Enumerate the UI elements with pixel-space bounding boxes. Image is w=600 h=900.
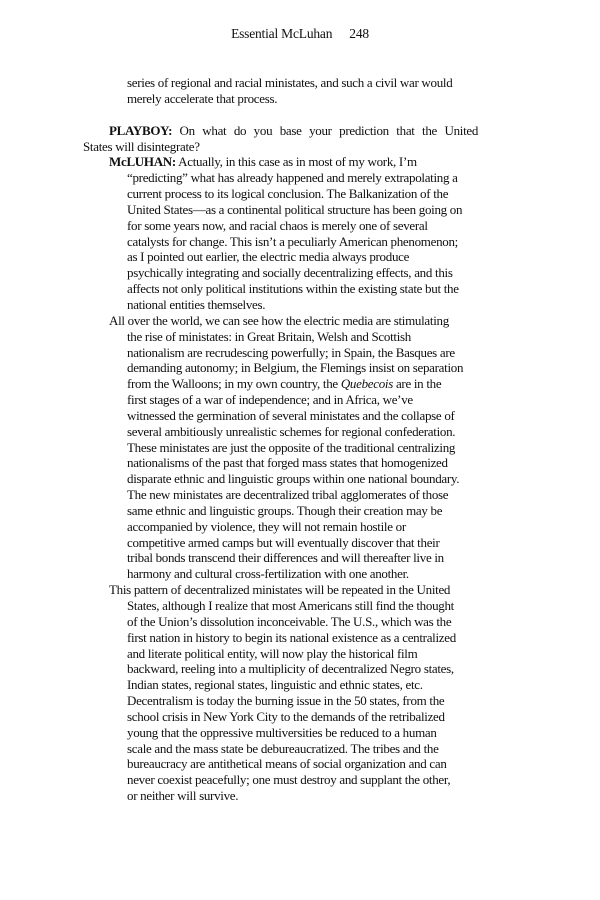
page-header (0, 26, 600, 42)
text-line (83, 772, 517, 788)
text-segment: All over the world, we can see how the electric media are stimulating (109, 312, 449, 328)
text-segment: nationalisms of the past that forged mass states that homogenized (127, 455, 448, 471)
text-line (83, 139, 517, 155)
text-segment: first nation in history to begin its national existence as a centralized (127, 629, 456, 645)
text-line (83, 646, 517, 662)
text-segment: These ministates are just the opposite of the traditional centralizing (127, 439, 456, 455)
text-segment: current process to its logical conclusion. The Balkanization of the (127, 186, 449, 202)
text-segment: merely accelerate that process. (127, 90, 278, 106)
text-segment: psychically integrating and socially decentralizing effects, and this (127, 265, 453, 281)
text-line (83, 471, 517, 487)
text-line (83, 424, 517, 440)
text-line (83, 440, 517, 456)
text-segment: On what do you base your prediction that the United (172, 122, 479, 138)
body-text (83, 75, 517, 804)
text-segment: the rise of ministates: in Great Britain, Welsh and Scottish (127, 328, 411, 344)
text-segment: and literate political entity, will now play the historical film (127, 645, 418, 661)
text-segment: The new ministates are decentralized tribal agglomerates of those (127, 487, 449, 503)
text-line (83, 345, 517, 361)
text-line (83, 661, 517, 677)
text-line (83, 788, 517, 804)
text-segment: national entities themselves. (127, 296, 266, 312)
text-line (83, 550, 517, 566)
text-line (83, 598, 517, 614)
text-segment: bureaucracy are antithetical means of social organization and can (127, 756, 447, 772)
text-segment: series of regional and racial ministates, and such a civil war would (127, 75, 453, 90)
text-line (83, 756, 517, 772)
text-line (83, 186, 517, 202)
text-segment: several ambitiously unrealistic schemes for regional confederation. (127, 423, 456, 439)
text-segment: are in the (393, 376, 442, 392)
text-segment: harmony and cultural cross-fertilization with one another. (127, 566, 409, 582)
text-line (83, 154, 517, 170)
text-segment: nationalism are recrudescing powerfully; in Spain, the Basques are (127, 344, 455, 360)
running-title: Essential McLuhan (231, 26, 333, 41)
text-line (83, 741, 517, 757)
text-segment: accompanied by violence, they will not remain hostile or (127, 518, 406, 534)
text-line (83, 376, 517, 392)
text-segment: as I pointed out earlier, the electric media always produce (127, 249, 410, 265)
text-segment: disparate ethnic and linguistic groups within one national boundary. (127, 471, 460, 487)
text-segment: from the Walloons; in my own country, the (127, 376, 341, 392)
text-line (83, 693, 517, 709)
text-segment: tribal bonds transcend their differences and will thereafter live in (127, 550, 444, 566)
text-segment: catalysts for change. This isn’t a peculiarly American phenomenon; (127, 233, 458, 249)
text-segment: backward, reeling into a multiplicity of decentralized Negro states, (127, 661, 454, 677)
text-line (83, 614, 517, 630)
text-line (83, 677, 517, 693)
text-line (83, 281, 517, 297)
text-line (83, 535, 517, 551)
text-segment: for some years now, and racial chaos is merely one of several (127, 217, 428, 233)
text-line (83, 709, 517, 725)
text-segment: witnessed the germination of several ministates and the collapse of (127, 407, 455, 423)
text-segment: Decentralism is today the burning issue in the 50 states, from the (127, 693, 445, 709)
text-segment: scale and the mass state be debureaucratized. The tribes and the (127, 740, 439, 756)
text-line (83, 519, 517, 535)
text-line (83, 503, 517, 519)
speaker-label: McLUHAN: (109, 154, 176, 170)
text-line (83, 91, 517, 107)
text-segment: same ethnic and linguistic groups. Though their creation may be (127, 502, 443, 518)
text-line (83, 265, 517, 281)
text-line (83, 170, 517, 186)
text-segment: affects not only political institutions within the existing state but the (127, 281, 459, 297)
text-line (83, 725, 517, 741)
text-segment: States will disintegrate? (83, 138, 200, 154)
text-line (83, 123, 517, 139)
text-segment: demanding autonomy; in Belgium, the Flemings insist on separation (127, 360, 464, 376)
text-line (83, 249, 517, 265)
text-line (83, 582, 517, 598)
text-segment: This pattern of decentralized ministates will be repeated in the United (109, 582, 451, 598)
text-line (83, 455, 517, 471)
text-segment: first stages of a war of independence; and in Africa, we’ve (127, 392, 413, 408)
page-number: 248 (349, 26, 369, 41)
text-segment: States, although I realize that most Americans still find the thought (127, 598, 454, 613)
text-line (83, 218, 517, 234)
text-segment: young that the oppressive multiversities be reduced to a human (127, 724, 437, 740)
text-line (83, 408, 517, 424)
text-segment: United States—as a continental political structure has been going on (127, 201, 463, 217)
text-segment: Actually, in this case as in most of my work, I’m (175, 154, 417, 170)
text-line (83, 234, 517, 250)
text-line (83, 360, 517, 376)
speaker-label: PLAYBOY: (109, 122, 173, 138)
text-segment: “predicting” what has already happened and merely extrapolating a (127, 170, 458, 186)
text-line (83, 630, 517, 646)
text-segment: Quebecois (340, 376, 393, 392)
text-line (83, 392, 517, 408)
text-segment: competitive armed camps but will eventually discover that their (127, 534, 440, 550)
text-line (83, 487, 517, 503)
text-line (83, 75, 517, 91)
text-line (83, 202, 517, 218)
text-segment: or neither will survive. (127, 788, 239, 804)
text-line (83, 297, 517, 313)
text-line (83, 329, 517, 345)
text-segment: school crisis in New York City to the demands of the retribalized (127, 708, 445, 724)
text-line (83, 566, 517, 582)
text-line (83, 313, 517, 329)
text-segment: never coexist peacefully; one must destroy and supplant the other, (127, 772, 451, 788)
text-segment: Indian states, regional states, linguistic and ethnic states, etc. (127, 677, 423, 693)
text-segment: of the Union’s dissolution inconceivable. The U.S., which was the (127, 613, 452, 629)
